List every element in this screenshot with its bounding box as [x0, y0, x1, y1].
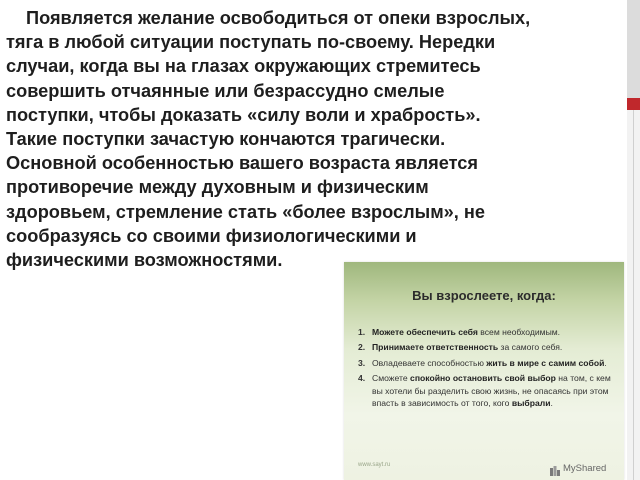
item-text: Овладеваете способностью — [372, 357, 487, 368]
right-edge-bar — [627, 0, 640, 480]
inset-slide-image — [344, 262, 624, 480]
accent-marker — [627, 98, 640, 110]
paragraph-line: Такие поступки зачастую кончаются трагически. — [6, 129, 446, 150]
list-number: 3. — [358, 357, 366, 368]
item-text: всем необходимым. — [477, 327, 561, 337]
item-text: за самого себя. — [498, 342, 563, 353]
item-bold-text: жить в мире с самим собой — [486, 357, 605, 368]
list-item — [358, 326, 620, 338]
paragraph-line: физическими возможностями. — [6, 250, 283, 271]
paragraph-line: противоречие между духовным и физическим — [6, 177, 429, 198]
item-bold-text: спокойно остановить свой выбор — [410, 373, 556, 384]
item-text: . — [550, 398, 553, 409]
edge-divider — [633, 110, 634, 480]
list-number: 4. — [358, 373, 366, 384]
paragraph-line: тяга в любой ситуации поступать по-своему. Нередки — [6, 32, 496, 53]
list-item — [358, 341, 620, 353]
item-bold-text: выбрали — [511, 398, 551, 409]
paragraph-line: случаи, когда вы на глазах окружающих стремитесь — [6, 56, 481, 77]
paragraph-line: здоровьем, стремление стать «более взрослым», не — [6, 201, 485, 222]
item-text: на том, с кем вы хотели бы разделить свою жизнь, не опасаясь при этом впасть в зависимость от того, кого — [372, 373, 611, 409]
item-bold-text: Принимаете ответственность — [372, 342, 499, 353]
paragraph-line: поступки, чтобы доказать «силу воли и храбрость». — [6, 104, 481, 125]
list-item — [358, 372, 620, 409]
paragraph-line: сообразуясь со своими физиологическими и — [6, 225, 417, 246]
inset-title: Вы взрослеете, когда: — [412, 288, 556, 303]
paragraph-line: Основной особенностью вашего возраста является — [6, 153, 479, 174]
inset-footer-text: www.sayt.ru — [358, 462, 391, 468]
list-item — [358, 357, 620, 369]
watermark-text: MyShared — [563, 462, 607, 474]
item-bold-text: Можете обеспечить себя — [372, 327, 478, 337]
watermark — [550, 461, 606, 475]
paragraph-line: Появляется желание освободиться от опеки взрослых, — [26, 8, 531, 28]
item-text: Сможете — [372, 373, 411, 384]
paragraph-line: совершить отчаянные или безрассудно смелые — [6, 80, 445, 101]
inset-list — [358, 326, 620, 412]
main-paragraph — [6, 6, 626, 272]
item-text: . — [604, 357, 607, 368]
list-number: 2. — [358, 342, 366, 353]
myshared-logo-icon — [550, 463, 560, 473]
list-number: 1. — [358, 327, 366, 337]
edge-bar-top — [627, 0, 640, 98]
